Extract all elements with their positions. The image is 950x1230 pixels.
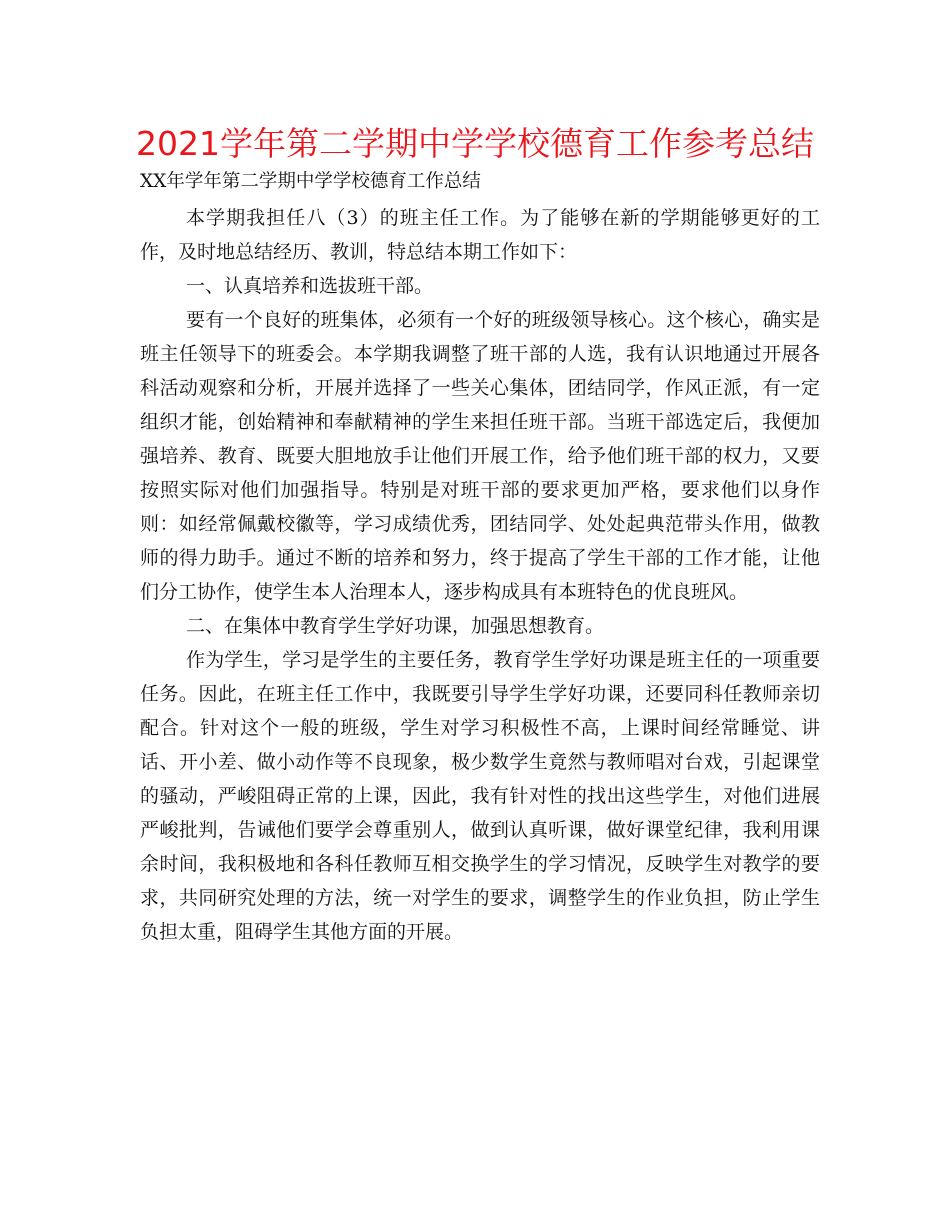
section-heading-2: 二、在集体中教育学生学好功课，加强思想教育。 <box>186 615 605 637</box>
document-subtitle: XX年学年第二学期中学学校德育工作总结 <box>140 171 481 192</box>
section-2-paragraph: 作为学生，学习是学生的主要任务，教育学生学好功课是班主任的一项重要任务。因此，在班主任工作中，我既要引导学生学好功课，还要同科任教师亲切配合。针对这个一般的班级，学生对学习积极性不高，上课时间经常睡觉、讲话、开小差、做小动作等不良现象，极少数学生竟然与教师唱对台戏，引起课堂的骚动，严峻阻碍正常的上课，因此，我有针对性的找出这些学生，对他们进展严峻批判，告诫他们要学会尊重别人，做到认真听课，做好课堂纪律，我利用课余时间，我积极地和各科任教师互相交换学生的学习情况，反映学生对教学的要求，共同研究处理的方法，统一对学生的要求，调整学生的作业负担，防止学生负担太重，阻碍学生其他方面的开展。 <box>140 649 820 943</box>
section-heading-1: 一、认真培养和选拔班干部。 <box>186 275 434 297</box>
document-body <box>140 201 820 949</box>
intro-paragraph: 本学期我担任八（3）的班主任工作。为了能够在新的学期能够更好的工作，及时地总结经历、教训，特总结本期工作如下： <box>140 207 820 263</box>
section-1-paragraph: 要有一个良好的班集体，必须有一个好的班级领导核心。这个核心，确实是班主任领导下的班委会。本学期我调整了班干部的人选，我有认识地通过开展各科活动观察和分析，开展并选择了一些关心集体，团结同学，作风正派，有一定组织才能，创始精神和奉献精神的学生来担任班干部。当班干部选定后，我便加强培养、教育、既要大胆地放手让他们开展工作，给予他们班干部的权力，又要按照实际对他们加强指导。特别是对班干部的要求更加严格，要求他们以身作则：如经常佩戴校徽等，学习成绩优秀，团结同学、处处起典范带头作用，做教师的得力助手。通过不断的培养和努力，终于提高了学生干部的工作才能，让他们分工协作，使学生本人治理本人，逐步构成具有本班特色的优良班风。 <box>140 309 820 603</box>
document-title: 2021学年第二学期中学学校德育工作参考总结 <box>136 124 814 163</box>
